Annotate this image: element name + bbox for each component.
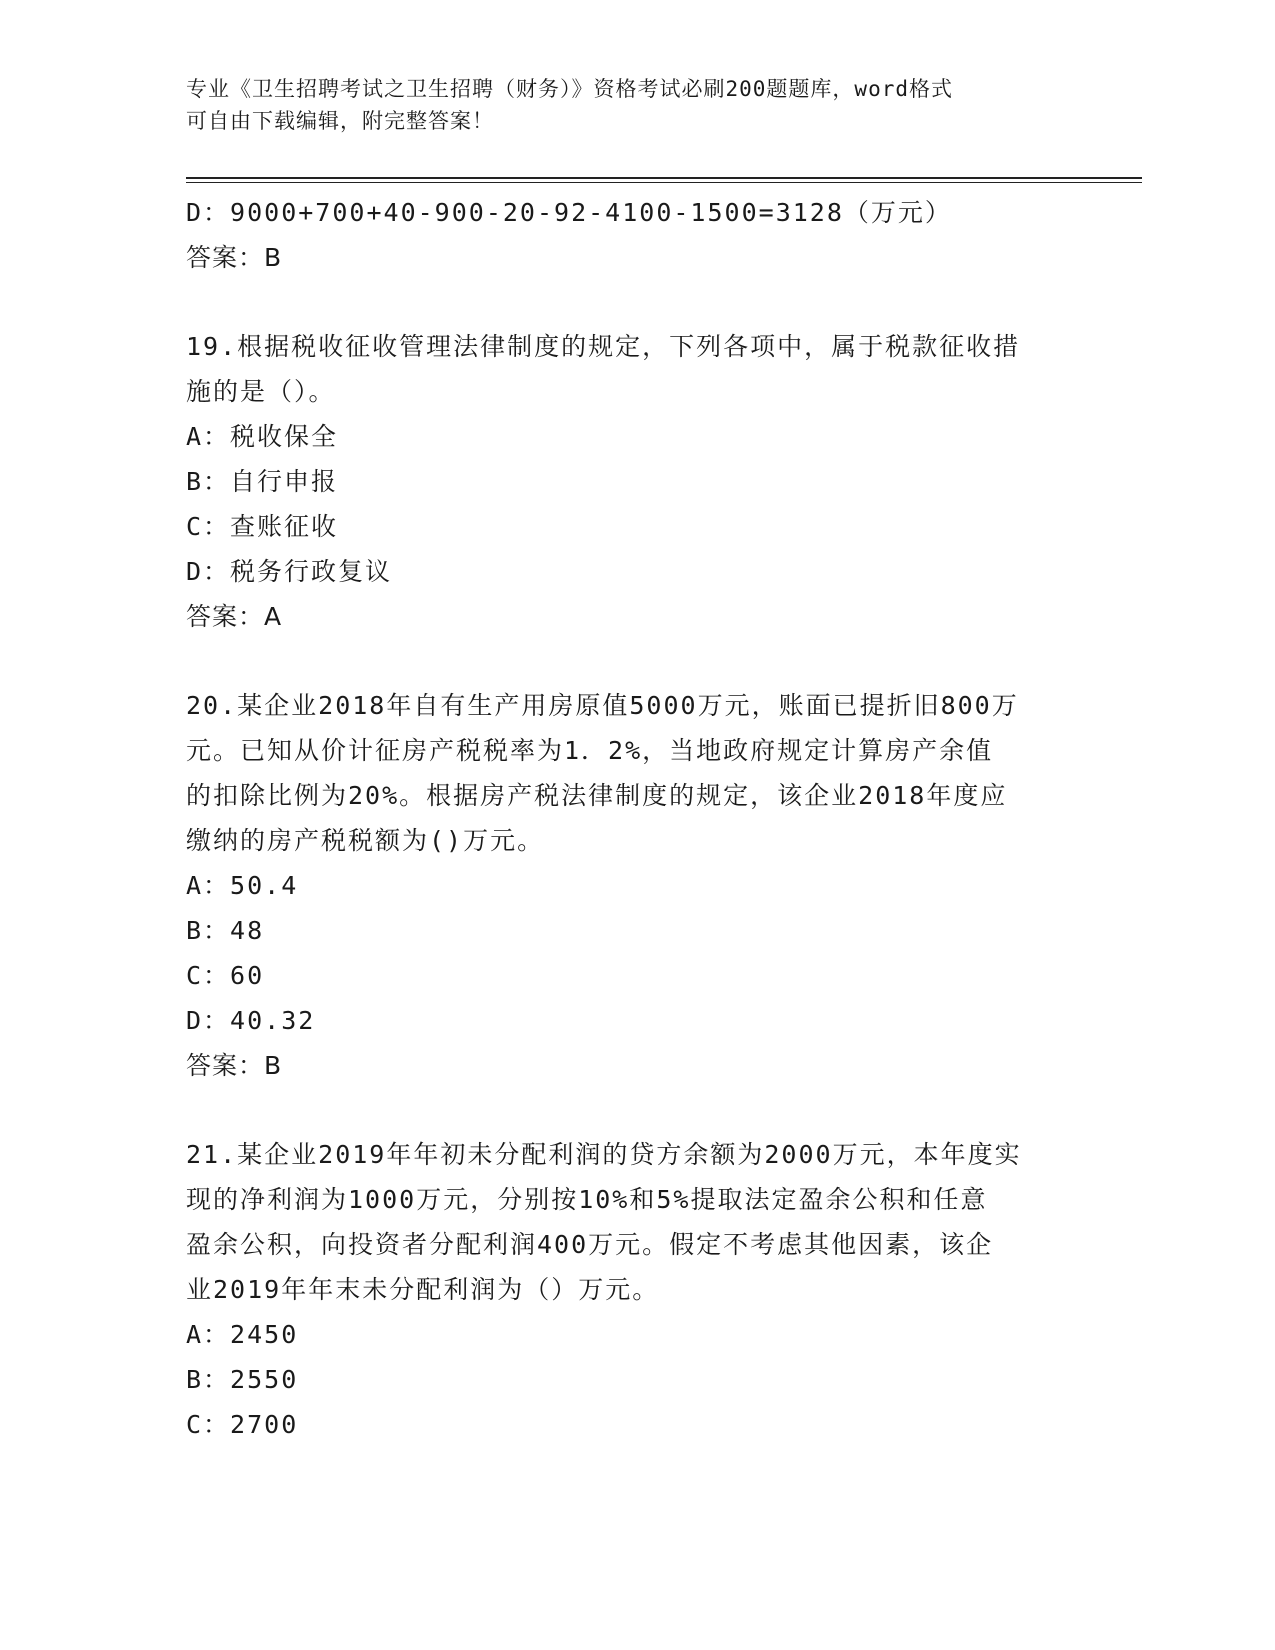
question-text-line: 19.根据税收征收管理法律制度的规定，下列各项中，属于税款征收措 bbox=[186, 332, 1021, 361]
question-text-line: 现的净利润为1000万元，分别按10%和5%提取法定盈余公积和任意 bbox=[186, 1185, 988, 1214]
option-a: A：50.4 bbox=[186, 871, 299, 900]
option-c: C：60 bbox=[186, 961, 265, 990]
option-b: B：2550 bbox=[186, 1365, 299, 1394]
header-rule-thick bbox=[186, 177, 1142, 179]
question-text-line: 业2019年年末未分配利润为（）万元。 bbox=[186, 1275, 660, 1304]
document-body bbox=[186, 190, 1086, 1447]
option-b: B：48 bbox=[186, 916, 265, 945]
question-20 bbox=[186, 683, 1086, 1088]
option-c: C：查账征收 bbox=[186, 512, 339, 541]
option-d: D：9000+700+40-900-20-92-4100-1500=3128（万元） bbox=[186, 198, 952, 227]
question-text-line: 盈余公积，向投资者分配利润400万元。假定不考虑其他因素，该企 bbox=[186, 1230, 994, 1259]
answer: 答案：B bbox=[186, 1051, 283, 1080]
answer: 答案：A bbox=[186, 602, 283, 631]
question-text-line: 的扣除比例为20%。根据房产税法律制度的规定，该企业2018年度应 bbox=[186, 781, 1008, 810]
option-d: D：40.32 bbox=[186, 1006, 316, 1035]
question-text-line: 元。已知从价计征房产税税率为1．2%，当地政府规定计算房产余值 bbox=[186, 736, 994, 765]
header-line-2: 可自由下载编辑，附完整答案！ bbox=[186, 109, 494, 133]
question-text-line: 21.某企业2019年年初未分配利润的贷方余额为2000万元，本年度实 bbox=[186, 1140, 1022, 1169]
previous-question-tail bbox=[186, 190, 1086, 280]
question-21 bbox=[186, 1132, 1086, 1447]
question-text-line: 施的是（）。 bbox=[186, 377, 336, 406]
option-b: B：自行申报 bbox=[186, 467, 339, 496]
question-text-line: 缴纳的房产税税额为()万元。 bbox=[186, 826, 545, 855]
question-19 bbox=[186, 324, 1086, 639]
option-a: A：2450 bbox=[186, 1320, 299, 1349]
question-text-line: 20.某企业2018年自有生产用房原值5000万元，账面已提折旧800万 bbox=[186, 691, 1019, 720]
document-header bbox=[186, 73, 1086, 137]
answer: 答案：B bbox=[186, 243, 283, 272]
header-rule-thin bbox=[186, 182, 1142, 183]
option-c: C：2700 bbox=[186, 1410, 299, 1439]
option-d: D：税务行政复议 bbox=[186, 557, 393, 586]
header-line-1: 专业《卫生招聘考试之卫生招聘（财务）》资格考试必刷200题题库，word格式 bbox=[186, 77, 953, 101]
option-a: A：税收保全 bbox=[186, 422, 339, 451]
